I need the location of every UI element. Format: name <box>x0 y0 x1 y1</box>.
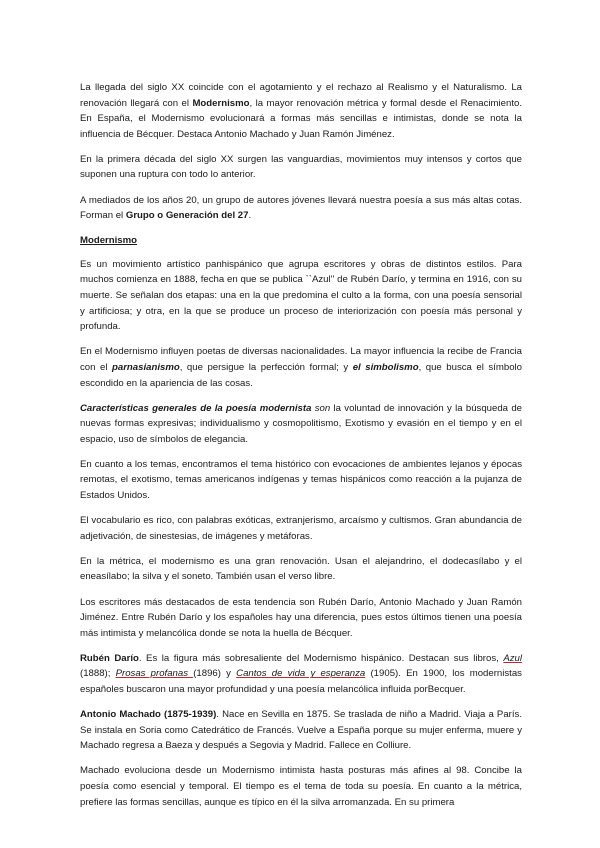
paragraph-themes: En cuanto a los temas, encontramos el tema histórico con evocaciones de ambientes lejanos y épocas remotas, el exotismo, temas americanos indígenas y temas hispánicos como reacción a la pujanza de Estados Unidos. <box>80 458 522 502</box>
text-run: . Nace en Sevilla en 1875. Se traslada de niño a Madrid. Viaja a París. Se instala en Soria como Catedrático de Francés. Vuelve a España porque su mujer enferma, muere y Machado regresa a Baeza y después a Segovia y Madrid. Fallece en Colliure. <box>80 709 522 752</box>
book-title-azul: Azul <box>503 652 522 664</box>
text-run: (1896) y <box>193 668 237 680</box>
intro-paragraph-1 <box>80 80 522 142</box>
term-caracteristicas: Características generales de la poesía modernista <box>80 402 312 414</box>
author-name-ruben-dario: Rubén Darío <box>80 652 139 664</box>
author-name-antonio-machado: Antonio Machado (1875-1939) <box>80 709 217 721</box>
text-run: La llegada del siglo XX coincide con el agotamiento y el rechazo al Realismo y el Naturalismo. La renovación llegará con el <box>80 82 522 109</box>
term-simbolismo: el simbolismo <box>352 361 419 373</box>
paragraph-antonio-machado <box>80 707 522 754</box>
text-run: . Es la figura más sobresaliente del Modernismo hispánico. Destacan sus libros, <box>138 652 504 664</box>
text-run: la voluntad de innovación y la búsqueda de nuevas formas expresivas; individualismo y cosmopolitismo, Exotismo y evasión en el tiempo y en el espacio, uso de símbolos de elegancia. <box>80 402 522 445</box>
text-run: , que persigue la perfección formal; y <box>179 361 353 373</box>
paragraph-machado-evolution: Machado evoluciona desde un Modernismo intimista hasta posturas más afines al 98. Concibe la poesía como esencial y temporal. El tiempo es el tema de toda su poesía. En cuanto a la métrica, prefiere las formas sencillas, aunque es típico en él la silva arromanzada. En su primera <box>80 765 522 808</box>
text-run: , que busca el símbolo escondido en la apariencia de las cosas. <box>80 361 522 389</box>
paragraph-influences <box>80 344 522 391</box>
text-run: En el Modernismo influyen poetas de diversas nacionalidades. La mayor influencia la recibe de Francia con el <box>80 346 522 373</box>
text-run: (1905). En 1900, los modernistas españoles buscaron una mayor profundidad y una poesía melancólica influida porBecquer. <box>80 668 522 695</box>
intro-paragraph-2: En la primera década del siglo XX surgen las vanguardias, movimientos muy intensos y cortos que suponen una ruptura con todo lo anterior. <box>80 153 522 181</box>
text-run-italic: son <box>311 402 331 414</box>
text-run: (1888); <box>80 668 116 680</box>
bold-term-generacion-27: Grupo o Generación del 27 <box>125 210 249 222</box>
text-run: . <box>248 210 252 222</box>
bold-term-modernismo: Modernismo <box>192 97 250 109</box>
paragraph-ruben-dario <box>80 651 522 698</box>
paragraph-metrics: En la métrica, el modernismo es una gran renovación. Usan el alejandrino, el dodecasílabo y el eneasílabo; la silva y el soneto. También usan el verso libre. <box>80 555 522 583</box>
paragraph-definition: Es un movimiento artístico panhispánico que agrupa escritores y obras de distintos estilos. Para muchos comienza en 1888, fecha en que se publica ``Azul'' de Rubén Darío, y termina en 1916, con su muerte. Se señalan dos etapas: una en la que predomina el culto a la forma, con una poesía sensorial y artificiosa; y otra, en la que se produce un proceso de interiorización con poesía más personal y profunda. <box>80 258 522 333</box>
book-title-cantos: Cantos de vida y esperanza <box>236 668 366 680</box>
term-parnasianismo: parnasianismo <box>112 361 180 373</box>
paragraph-vocabulary: El vocabulario es rico, con palabras exóticas, extranjerismo, arcaísmo y cultismos. Gran abundancia de adjetivación, de sinestesias, de imágenes y metáforas. <box>80 515 522 542</box>
paragraph-writers: Los escritores más destacados de esta tendencia son Rubén Darío, Antonio Machado y Juan Ramón Jiménez. Entre Rubén Darío y los españoles hay una diferencia, pues estos últimos tienen una poesía más intimista y melancólica donde se nota la huella de Bécquer. <box>80 596 522 639</box>
text-run: A mediados de los años 20, un grupo de autores jóvenes llevará nuestra poesía a sus más altas cotas. Forman el <box>80 194 522 222</box>
section-heading: Modernismo <box>80 235 138 247</box>
intro-paragraph-3 <box>80 193 522 224</box>
paragraph-characteristics <box>80 401 522 448</box>
text-run: , la mayor renovación métrica y formal desde el Renacimiento. En España, el Modernismo evolucionará a formas más sencillas e intimistas, donde se nota la influencia de Bécquer. Destaca Antonio Machado y Juan Ramón Jiménez. <box>80 97 522 140</box>
book-title-prosas-profanas: Prosas profanas <box>115 668 194 680</box>
